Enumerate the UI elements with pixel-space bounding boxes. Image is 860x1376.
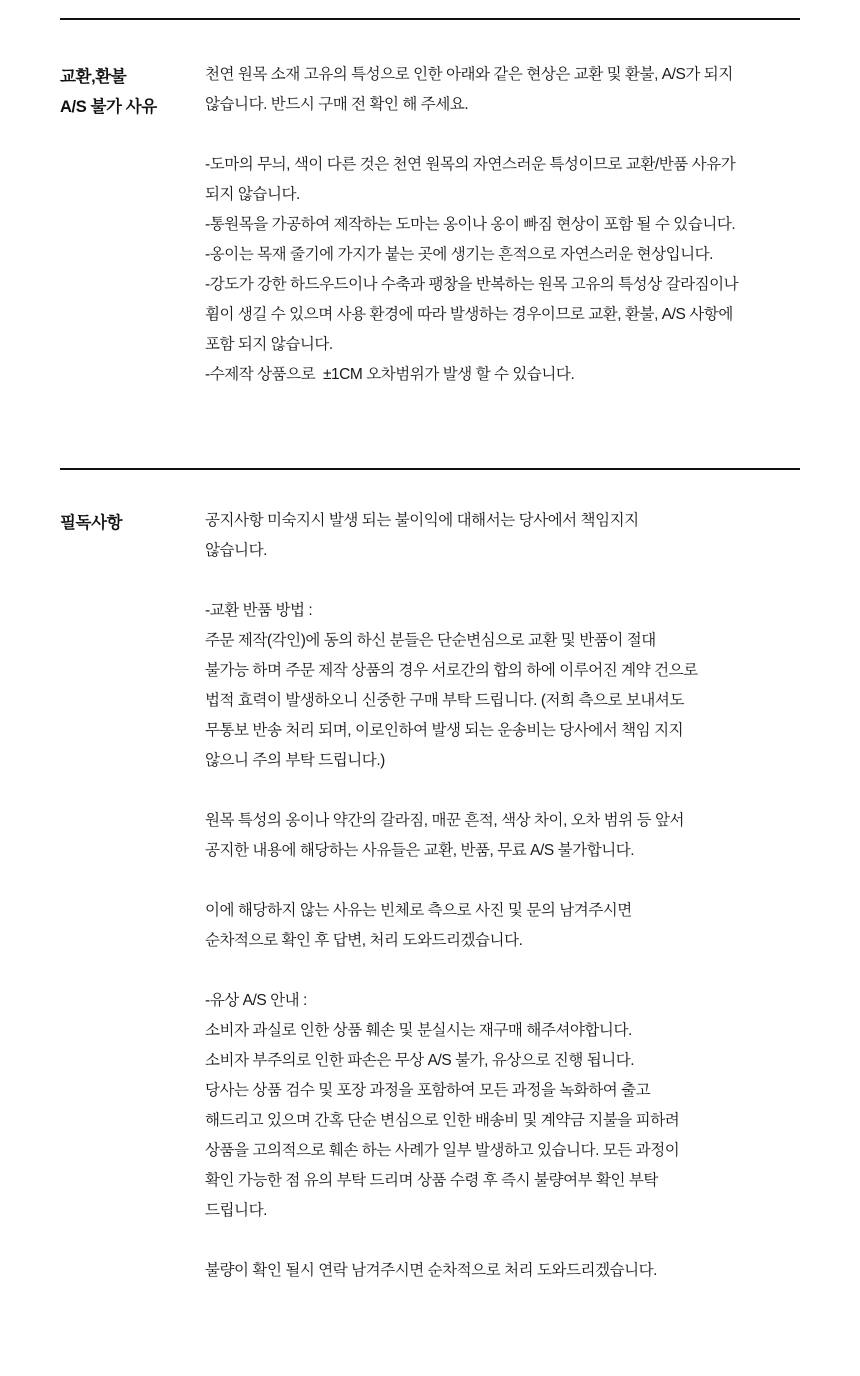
- paragraph-details: [205, 150, 800, 390]
- text-line: 원목 특성의 옹이나 약간의 갈라짐, 매꾼 흔적, 색상 차이, 오차 범위 등 앞서: [205, 812, 685, 829]
- text-line: 공지한 내용에 해당하는 사유들은 교환, 반품, 무료 A/S 불가합니다.: [205, 842, 635, 859]
- text-line: 소비자 부주의로 인한 파손은 무상 A/S 불가, 유상으로 진행 됩니다.: [205, 1052, 635, 1069]
- text-line: -옹이는 목재 줄기에 가지가 붙는 곳에 생기는 흔적으로 자연스러운 현상입니다.: [205, 246, 714, 263]
- text-line: -통원목을 가공하여 제작하는 도마는 옹이나 옹이 빠짐 현상이 포함 될 수 있습니다.: [205, 216, 736, 233]
- section-label-must-read: [60, 506, 205, 538]
- text-line: 드립니다.: [205, 1202, 267, 1219]
- text-line: 무통보 반송 처리 되며, 이로인하여 발생 되는 운송비는 당사에서 책임 지지: [205, 722, 684, 739]
- text-line: -수제작 상품으로 ±1CM 오차범위가 발생 할 수 있습니다.: [205, 366, 575, 383]
- paragraph-spacer: [205, 566, 800, 596]
- paragraph-spacer: [205, 776, 800, 806]
- section-exchange-refund-denial: [60, 20, 800, 390]
- text-line: 공지사항 미숙지시 발생 되는 불이익에 대해서는 당사에서 책임지지: [205, 512, 639, 529]
- section-body-must-read: [205, 506, 800, 1286]
- paragraph-spacer: [205, 866, 800, 896]
- paragraph-paid-as: [205, 986, 800, 1226]
- paragraph-spacer: [205, 956, 800, 986]
- paragraph-spacer: [205, 1226, 800, 1256]
- text-line: 상품을 고의적으로 훼손 하는 사례가 일부 발생하고 있습니다. 모든 과정이: [205, 1142, 680, 1159]
- paragraph-notice-intro: [205, 506, 800, 566]
- text-line: -교환 반품 방법 :: [205, 602, 313, 619]
- paragraph-exchange-method: [205, 596, 800, 776]
- text-line: -강도가 강한 하드우드이나 수축과 팽창을 반복하는 원목 고유의 특성상 갈라짐이나: [205, 276, 739, 293]
- text-line: 포함 되지 않습니다.: [205, 336, 333, 353]
- text-line: 소비자 과실로 인한 상품 훼손 및 분실시는 재구매 해주셔야합니다.: [205, 1022, 632, 1039]
- text-line: 불량이 확인 될시 연락 남겨주시면 순차적으로 처리 도와드리겠습니다.: [205, 1262, 658, 1279]
- section-label-line: 교환,환불: [60, 68, 127, 86]
- text-line: 않습니다. 반드시 구매 전 확인 해 주세요.: [205, 96, 469, 113]
- text-line: 이에 해당하지 않는 사유는 빈체로 측으로 사진 및 문의 남겨주시면: [205, 902, 632, 919]
- paragraph-defect-contact: [205, 1256, 800, 1286]
- section-label-line: A/S 불가 사유: [60, 98, 157, 116]
- paragraph-other-cases: [205, 896, 800, 956]
- paragraph-wood-traits: [205, 806, 800, 866]
- section-label-exchange-refund-denial: [60, 60, 205, 122]
- text-line: 휨이 생길 수 있으며 사용 환경에 따라 발생하는 경우이므로 교환, 환불, A/S 사항에: [205, 306, 733, 323]
- paragraph-intro: [205, 60, 800, 120]
- policy-document-page: [0, 18, 860, 1376]
- section-must-read: [60, 470, 800, 1286]
- text-line: 당사는 상품 검수 및 포장 과정을 포함하여 모든 과정을 녹화하여 출고: [205, 1082, 651, 1099]
- text-line: 확인 가능한 점 유의 부탁 드리며 상품 수령 후 즉시 불량여부 확인 부탁: [205, 1172, 658, 1189]
- text-line: 천연 원목 소재 고유의 특성으로 인한 아래와 같은 현상은 교환 및 환불, A/S가 되지: [205, 66, 733, 83]
- text-line: -유상 A/S 안내 :: [205, 992, 307, 1009]
- text-line: 않습니다.: [205, 542, 267, 559]
- text-line: 주문 제작(각인)에 동의 하신 분들은 단순변심으로 교환 및 반품이 절대: [205, 632, 656, 649]
- text-line: -도마의 무늬, 색이 다른 것은 천연 원목의 자연스러운 특성이므로 교환/반품 사유가: [205, 156, 736, 173]
- text-line: 해드리고 있으며 간혹 단순 변심으로 인한 배송비 및 계약금 지불을 피하려: [205, 1112, 680, 1129]
- text-line: 불가능 하며 주문 제작 상품의 경우 서로간의 합의 하에 이루어진 계약 건으로: [205, 662, 698, 679]
- text-line: 않으니 주의 부탁 드립니다.): [205, 752, 385, 769]
- section-gap: [60, 390, 800, 448]
- paragraph-spacer: [205, 120, 800, 150]
- text-line: 되지 않습니다.: [205, 186, 300, 203]
- text-line: 법적 효력이 발생하오니 신중한 구매 부탁 드립니다. (저희 측으로 보내셔도: [205, 692, 684, 709]
- section-label-line: 필독사항: [60, 514, 123, 532]
- section-body-exchange-refund-denial: [205, 60, 800, 390]
- text-line: 순차적으로 확인 후 답변, 처리 도와드리겠습니다.: [205, 932, 523, 949]
